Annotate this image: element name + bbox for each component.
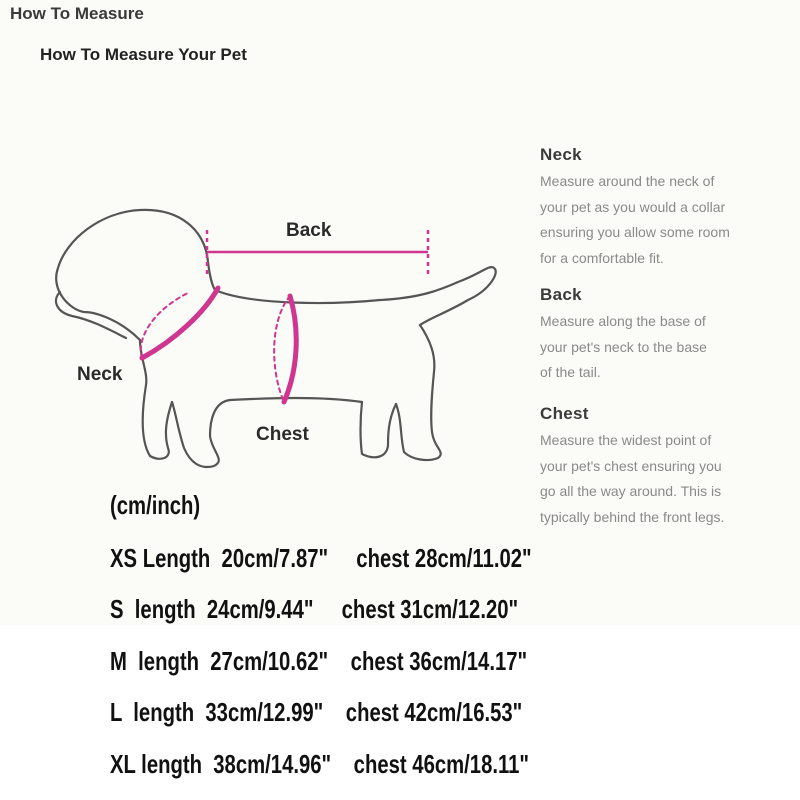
chest-label: Chest [256, 424, 309, 445]
guide-neck [540, 145, 790, 271]
size-row-s: S length 24cm/9.44" chest 31cm/12.20" [110, 594, 519, 624]
size-row-l: L length 33cm/12.99" chest 42cm/16.53" [110, 697, 523, 727]
guide-text: Measure along the base of your pet's neck to the base of the tail. [540, 313, 707, 380]
guide-heading: Back [540, 285, 582, 304]
neck-measure-line [141, 288, 218, 358]
header-title: How To Measure [10, 4, 144, 23]
guide-text: Measure around the neck of your pet as you would a collar ensuring you allow some room for a comfortable fit. [540, 173, 730, 266]
chest-measure-line [274, 296, 296, 402]
guide-heading: Chest [540, 404, 589, 423]
size-row-xs: XS Length 20cm/7.87" chest 28cm/11.02" [110, 543, 532, 573]
size-unit-label: (cm/inch) [110, 490, 201, 520]
neck-label: Neck [77, 364, 123, 385]
guide-heading: Neck [540, 145, 582, 164]
size-row-xl: XL length 38cm/14.96" chest 46cm/18.11" [110, 749, 530, 779]
guide-text: Measure the widest point of your pet's chest ensuring you go all the way around. This is typically behind the front legs. [540, 432, 725, 525]
back-label: Back [286, 220, 332, 241]
size-row-m: M length 27cm/10.62" chest 36cm/14.17" [110, 646, 528, 676]
page-subtitle: How To Measure Your Pet [40, 45, 247, 64]
guide-back [540, 285, 790, 386]
